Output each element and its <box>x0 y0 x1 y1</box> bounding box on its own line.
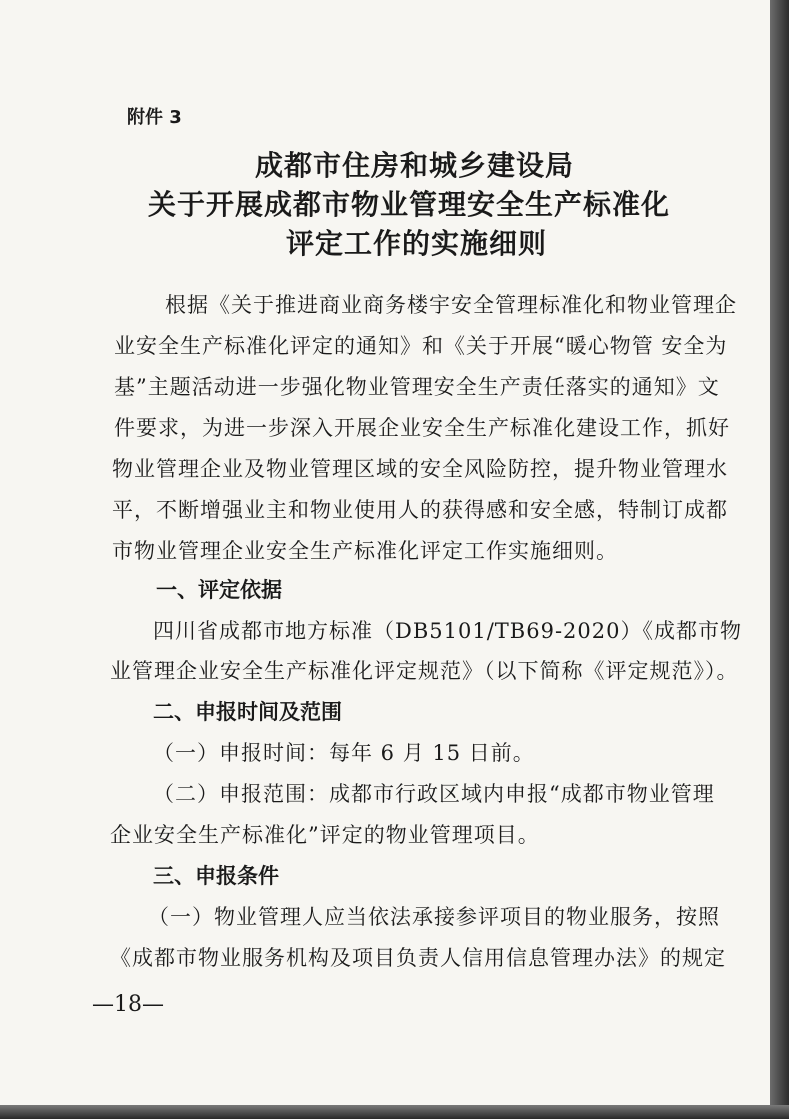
annex-label: 附件 3 <box>127 107 182 128</box>
intro-line: 业安全生产标准化评定的通知》和《关于开展“暖心物管 安全为 <box>114 334 728 358</box>
section-3-line: （一）物业管理人应当依法承接参评项目的物业服务，按照 <box>148 905 720 929</box>
intro-line: 件要求，为进一步深入开展企业安全生产标准化建设工作，抓好 <box>114 416 730 440</box>
section-2-line: （二）申报范围：成都市行政区域内申报“成都市物业管理 <box>153 782 715 806</box>
title-line-3: 评定工作的实施细则 <box>286 227 548 260</box>
section-1-line: 四川省成都市地方标准（DB5101/TB69-2020）《成都市物 <box>153 619 742 643</box>
section-2-line: （一）申报时间：每年 6 月 15 日前。 <box>153 741 535 765</box>
intro-line: 根据《关于推进商业商务楼宇安全管理标准化和物业管理企 <box>165 293 737 317</box>
section-2-heading: 二、申报时间及范围 <box>153 700 342 724</box>
page-bottom-shadow <box>0 1105 789 1119</box>
section-3-line: 《成都市物业服务机构及项目负责人信用信息管理办法》的规定 <box>110 946 726 970</box>
intro-line: 基”主题活动进一步强化物业管理安全生产责任落实的通知》文 <box>114 375 720 399</box>
intro-line: 市物业管理企业安全生产标准化评定工作实施细则。 <box>112 539 618 563</box>
intro-line: 平，不断增强业主和物业使用人的获得感和安全感，特制订成都 <box>112 498 728 522</box>
page-number: —18— <box>92 992 164 1017</box>
section-2-line: 企业安全生产标准化”评定的物业管理项目。 <box>110 823 540 847</box>
page-edge-shadow <box>770 0 789 1119</box>
section-3-heading: 三、申报条件 <box>153 864 279 888</box>
section-1-heading: 一、评定依据 <box>156 578 282 602</box>
intro-line: 物业管理企业及物业管理区域的安全风险防控，提升物业管理水 <box>112 457 728 481</box>
section-1-line: 业管理企业安全生产标准化评定规范》（以下简称《评定规范》）。 <box>110 659 739 683</box>
title-line-2: 关于开展成都市物业管理安全生产标准化 <box>148 188 671 221</box>
title-line-1: 成都市住房和城乡建设局 <box>255 149 575 182</box>
